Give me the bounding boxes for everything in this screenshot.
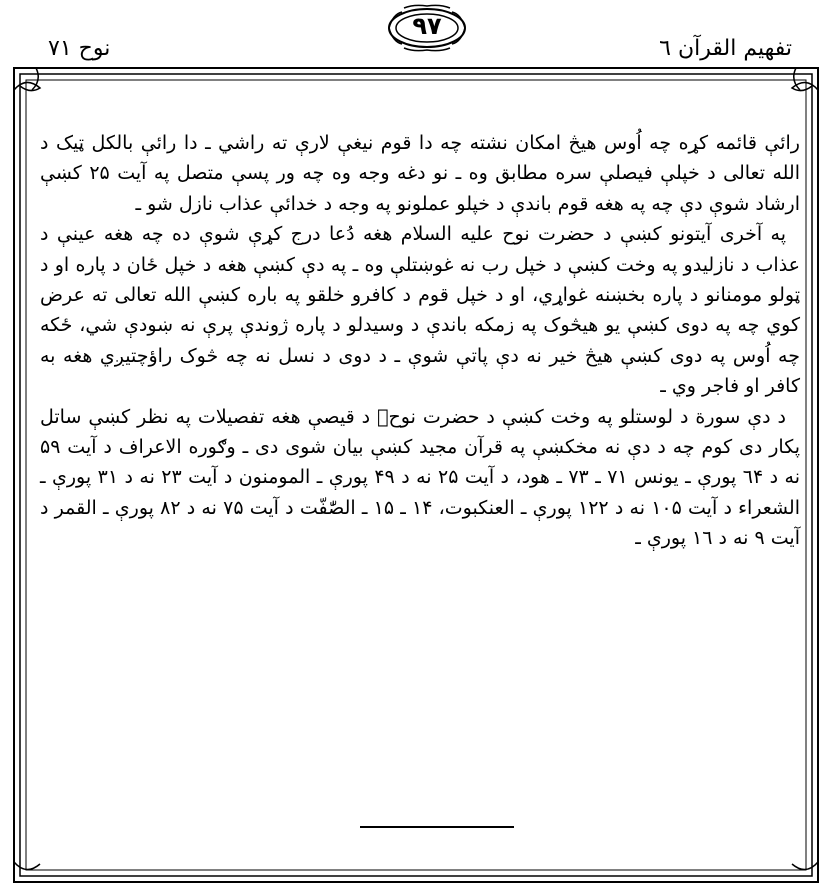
paragraph-1: رائې قائمه کړه چه اُوس هیڅ امکان نشته چه دا قوم نیغې لارې ته راشي ـ دا رائې بالکل ټیک د الله تعالی د خپلې فیصلې سره مطابق وه ـ نو دغه وجه وه چه ور پسې متصل په آیت ۲۵ کښې ارشاد شوې دې چه په هغه قوم باندې د خپلو عملونو په وجه د خدائې عذاب نازل شو ـ	[40, 132, 800, 215]
page-number: ٩٧	[412, 12, 442, 40]
book-title: تفهیم القرآن ٦	[659, 36, 792, 61]
end-separator-line	[360, 826, 514, 828]
surah-reference: نوح ٧١	[48, 36, 111, 61]
body-text	[40, 128, 800, 554]
page-number-ornament	[384, 4, 470, 52]
paragraph-2: په آخری آیتونو کښې د حضرت نوح علیه السلام هغه دُعا درج کړې شوې ده چه هغه عینې د عذاب د نازلیدو په وخت کښې د خپل رب نه غوښتلې وه ـ په دې کښې هغه د خپل ځان د پاره او د ټولو مومنانو د پاره بخښنه غواړي، او د خپل قوم د کافرو خلقو په باره کښې الله تعالی ته عرض کوي چه په دوی کښې یو هیڅوک په زمکه باندې د وسیدلو د پاره ژوندې پرې نه ښودې شي، ځکه چه اُوس په دوی کښې هیڅ خیر نه دې پاتې شوې ـ د دوی د نسل نه چه څوک راؤچتیږي هغه به کافر او فاجر وي ـ	[40, 223, 800, 398]
paragraph-3: د دې سورة د لوستلو په وخت کښې د حضرت نوحؑ د قیصې هغه تفصیلات په نظر کښې ساتل پکار دی کوم چه د دې نه مخکښې په قرآن مجید کښې بیان شوی دی ـ وګوره الاعراف د آیت ۵۹ نه د ٦۴ پورې ـ یونس ۷۱ ـ ۷۳ ـ هود، د آیت ۲۵ نه د ۴۹ پورې ـ المومنون د آیت ۲۳ نه د ۳۱ پورې ـ الشعراء د آیت ۱۰۵ نه د ۱۲۲ پورې ـ العنکبوت، ۱۴ ـ ۱۵ ـ الصّٰفّت د آیت ۷۵ نه د ۸۲ پورې ـ القمر د آیت ۹ نه د ۱٦ پورې ـ	[40, 405, 800, 550]
